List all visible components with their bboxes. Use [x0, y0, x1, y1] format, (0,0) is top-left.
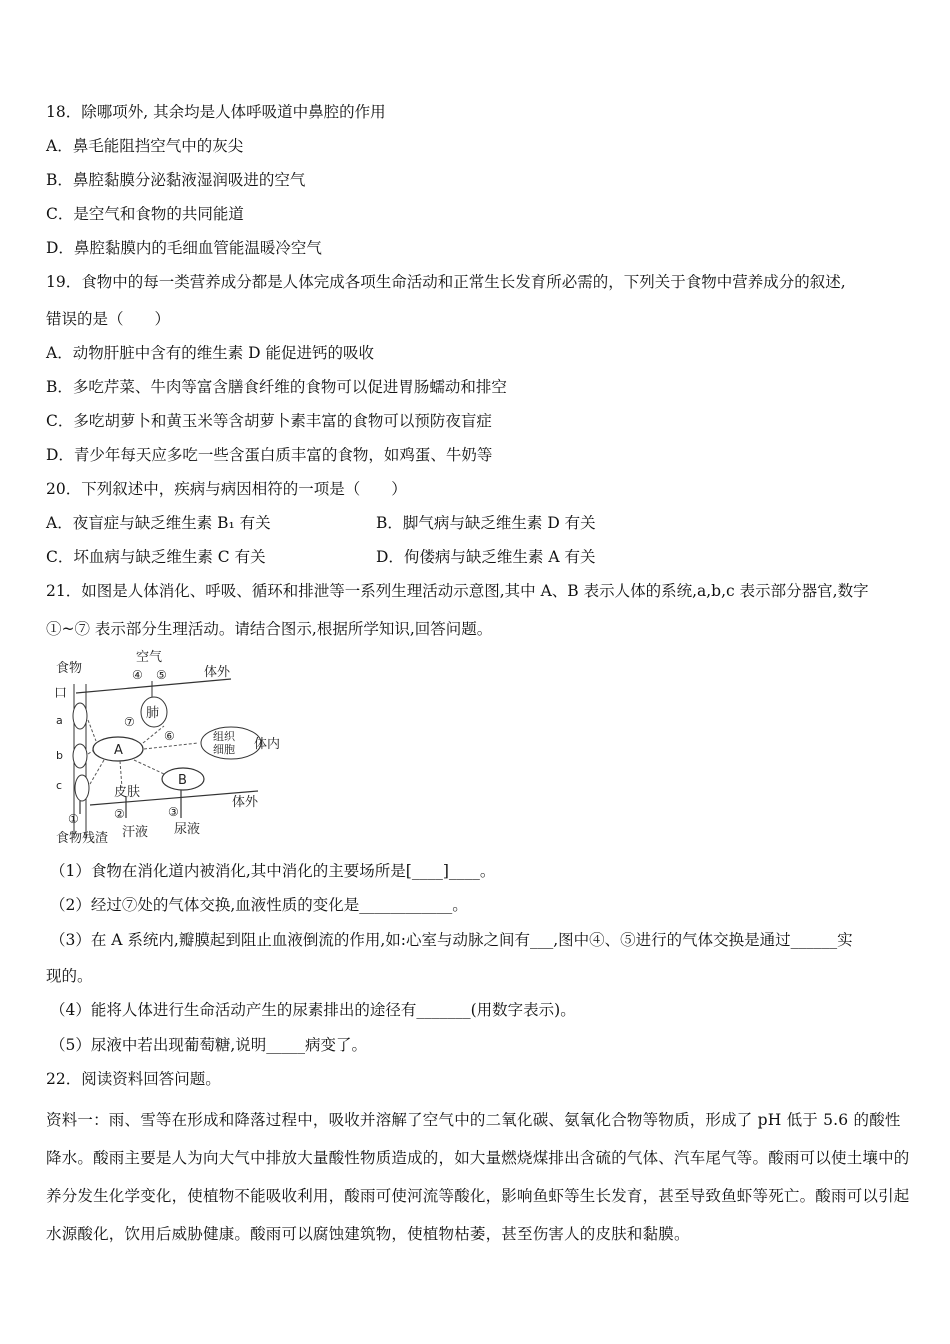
- q21-sub2: （2）经过⑦处的气体交换,血液性质的变化是____________。: [50, 896, 468, 914]
- q19-option-a: A．动物肝脏中含有的维生素 D 能促进钙的吸收: [46, 344, 374, 362]
- q19-stem-line1: 19．食物中的每一类营养成分都是人体完成各项生命活动和正常生长发育所必需的，下列关于食物中营养成分的叙述,: [46, 273, 846, 291]
- label-num6: ⑥: [164, 729, 175, 743]
- q18-option-b: B．鼻腔黏膜分泌黏液湿润吸进的空气: [46, 171, 306, 189]
- q21-sub1: （1）食物在消化道内被消化,其中消化的主要场所是[____]____。: [50, 862, 496, 880]
- q20-option-c: C．坏血病与缺乏维生素 C 有关: [46, 548, 266, 566]
- q18-option-c: C．是空气和食物的共同能道: [46, 205, 244, 223]
- label-system-b: B: [178, 773, 187, 788]
- label-num7: ⑦: [124, 715, 135, 729]
- label-num5: ⑤: [156, 668, 167, 682]
- label-tissue-line2: 细胞: [213, 743, 235, 756]
- label-system-a: A: [114, 743, 123, 758]
- label-organ-b: b: [56, 749, 63, 762]
- q19-stem-line2: 错误的是（ ）: [46, 310, 171, 328]
- label-organ-a: a: [56, 714, 63, 727]
- organ-a: [73, 703, 87, 729]
- q21-stem-line1: 21．如图是人体消化、呼吸、循环和排泄等一系列生理活动示意图,其中 A、B 表示人体的系统,a,b,c 表示部分器官,数字: [46, 582, 869, 600]
- label-outside-bottom: 体外: [232, 795, 259, 810]
- boundary-line-top: [76, 679, 231, 693]
- q20-option-a: A．夜盲症与缺乏维生素 B₁ 有关: [46, 514, 271, 532]
- q22-paragraph: 资料一：雨、雪等在形成和降落过程中，吸收并溶解了空气中的二氧化碳、氨氧化合物等物质，形成了 pH 低于 5.6 的酸性降水。酸雨主要是人为向大气中排放大量酸性物质造成的，如大量燃烧煤排出含硫的气体、汽车尾气等。酸雨可以使土壤中的养分发生化学变化，使植物不能吸收利用，酸雨可使河流等酸化，影响鱼虾等生长发育，甚至导致鱼虾等死亡。酸雨可以引起水源酸化，饮用后威胁健康。酸雨可以腐蚀建筑物，使植物枯萎，甚至伤害人的皮肤和黏膜。: [46, 1111, 910, 1243]
- q21-stem-line2: ①~⑦ 表示部分生理活动。请结合图示,根据所学知识,回答问题。: [46, 620, 493, 638]
- label-air: 空气: [136, 650, 163, 665]
- q21-sub4: （4）能将人体进行生命活动产生的尿素排出的途径有_______(用数字表示)。: [50, 1001, 576, 1019]
- physiology-diagram: [46, 646, 296, 846]
- label-organ-c: c: [56, 779, 63, 792]
- q18-option-d: D．鼻腔黏膜内的毛细血管能温暖冷空气: [46, 239, 322, 257]
- q20-stem: 20．下列叙述中，疾病与病因相符的一项是（ ）: [46, 480, 407, 498]
- q22-stem: 22．阅读资料回答问题。: [46, 1070, 221, 1088]
- q21-sub3-line1: （3）在 A 系统内,瓣膜起到阻止血液倒流的作用,如:心室与动脉之间有___,图中④、⑤进行的气体交换是通过______实: [50, 931, 853, 949]
- label-tissue-line1: 组织: [213, 730, 235, 743]
- label-num2: ②: [114, 807, 125, 821]
- label-urine: 尿液: [174, 822, 201, 837]
- label-num4: ④: [132, 668, 143, 682]
- label-food: 食物: [56, 661, 83, 676]
- label-num1: ①: [68, 812, 79, 826]
- q21-sub5: （5）尿液中若出现葡萄糖,说明_____病变了。: [50, 1036, 368, 1054]
- label-sweat: 汗液: [122, 825, 149, 840]
- label-food-residue: 食物残渣: [56, 831, 109, 846]
- q18-stem: 18．除哪项外, 其余均是人体呼吸道中鼻腔的作用: [46, 103, 386, 121]
- organ-b: [73, 744, 87, 768]
- label-outside-top: 体外: [204, 665, 231, 680]
- q18-option-a: A．鼻毛能阻挡空气中的灰尖: [46, 137, 244, 155]
- label-skin: 皮肤: [114, 785, 141, 800]
- organ-c: [75, 775, 89, 801]
- label-lung: 肺: [146, 706, 160, 721]
- label-mouth: 口: [54, 686, 68, 701]
- q20-option-d: D．佝偻病与缺乏维生素 A 有关: [376, 548, 596, 566]
- q21-sub3-line2: 现的。: [46, 967, 93, 985]
- q19-option-c: C．多吃胡萝卜和黄玉米等含胡萝卜素丰富的食物可以预防夜盲症: [46, 412, 492, 430]
- q19-option-d: D．青少年每天应多吃一些含蛋白质丰富的食物，如鸡蛋、牛奶等: [46, 446, 493, 464]
- q19-option-b: B．多吃芹菜、牛肉等富含膳食纤维的食物可以促进胃肠蠕动和排空: [46, 378, 507, 396]
- label-num3: ③: [168, 805, 179, 819]
- q20-option-b: B．脚气病与缺乏维生素 D 有关: [376, 514, 596, 532]
- label-inside: 体内: [254, 737, 281, 752]
